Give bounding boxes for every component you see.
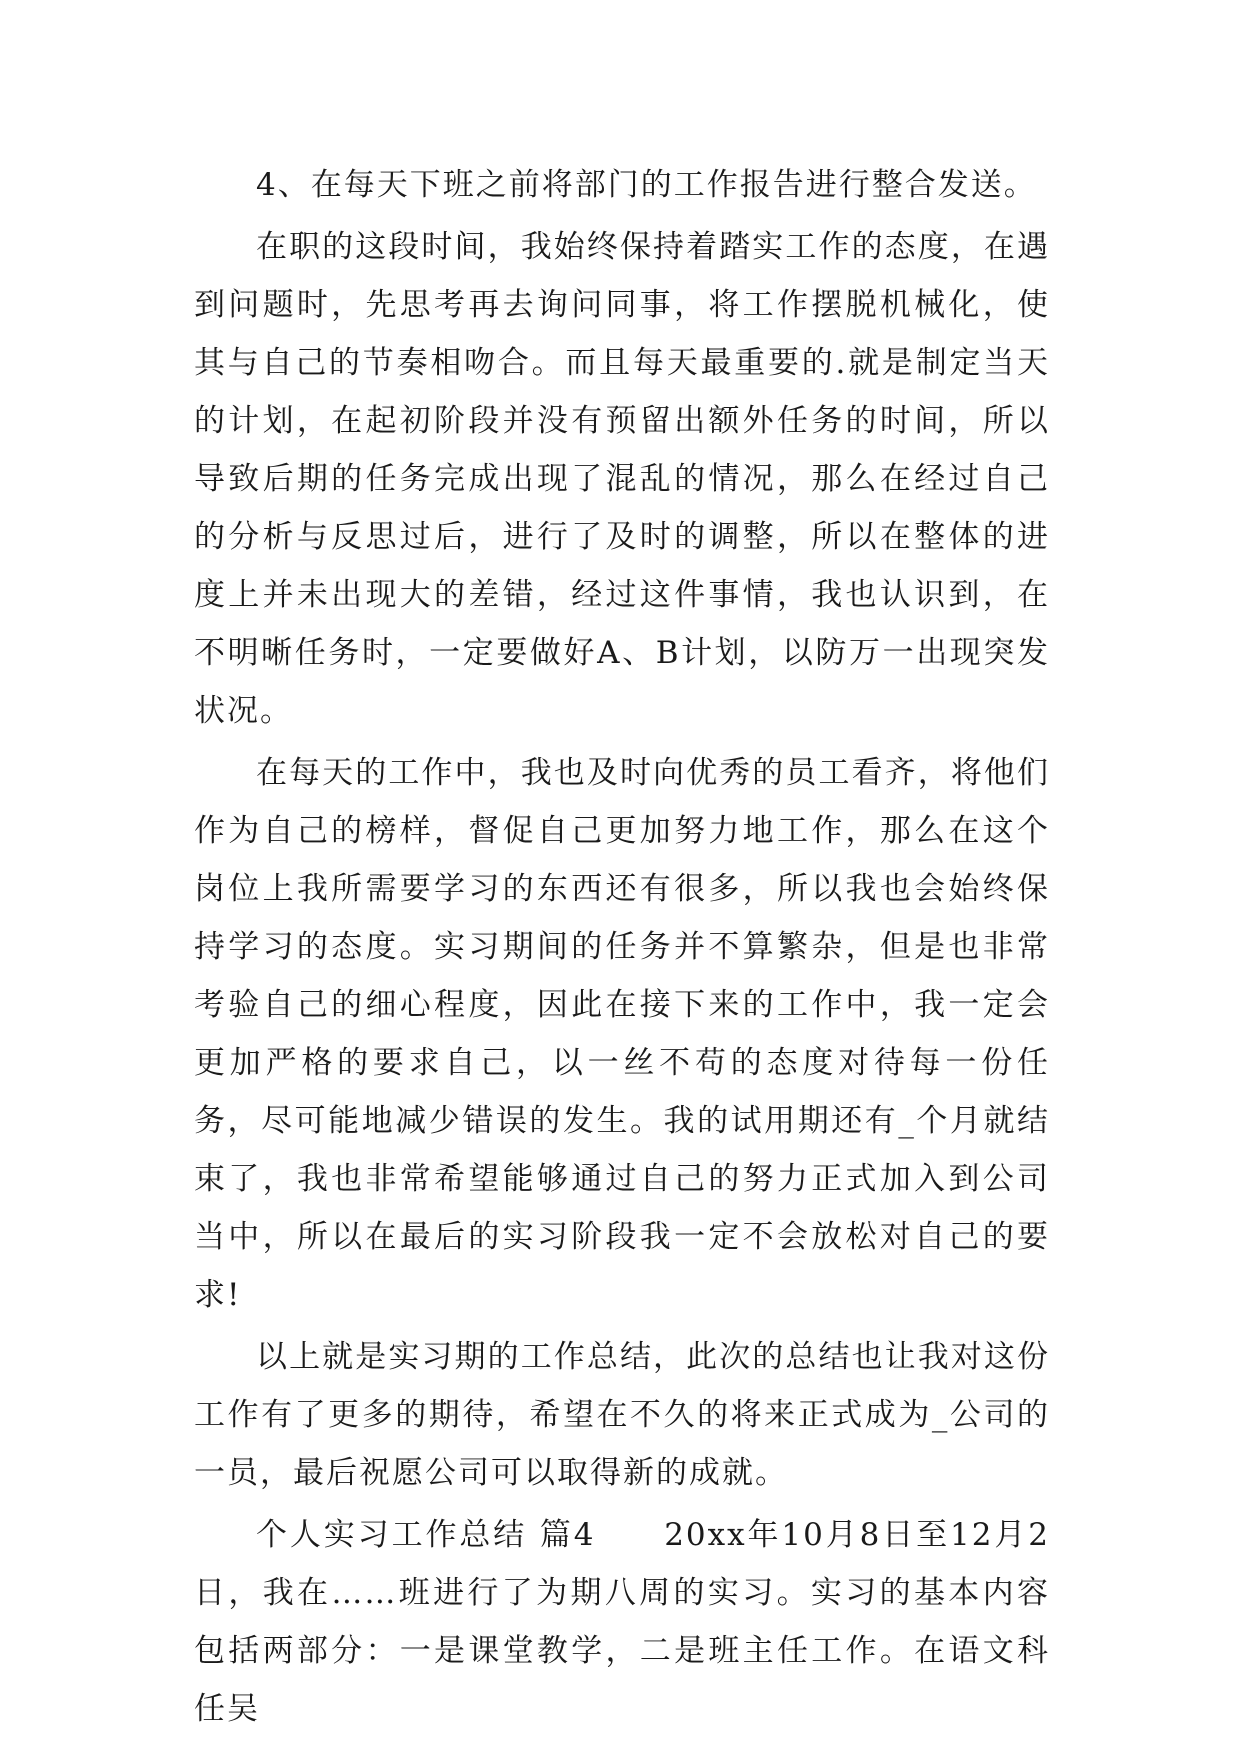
paragraph-section-4-intro: 个人实习工作总结 篇4 20xx年10月8日至12月2日，我在……班进行了为期八周的实习。实习的基本内容包括两部分：一是课堂教学，二是班主任工作。在语文科任吴 — [194, 1517, 1050, 1727]
document-body — [194, 156, 1050, 1738]
paragraph-step-4: 4、在每天下班之前将部门的工作报告进行整合发送。 — [256, 167, 1037, 203]
paragraph-conclusion: 以上就是实习期的工作总结，此次的总结也让我对这份工作有了更多的期待，希望在不久的将来正式成为_公司的一员，最后祝愿公司可以取得新的成就。 — [194, 1339, 1050, 1491]
paragraph-work-attitude: 在职的这段时间，我始终保持着踏实工作的态度，在遇到问题时，先思考再去询问同事，将工作摆脱机械化，使其与自己的节奏相吻合。而且每天最重要的.就是制定当天的计划，在起初阶段并没有预留出额外任务的时间，所以导致后期的任务完成出现了混乱的情况，那么在经过自己的分析与反思过后，进行了及时的调整，所以在整体的进度上并未出现大的差错，经过这件事情，我也认识到，在不明晰任务时，一定要做好A、B计划，以防万一出现突发状况。 — [194, 229, 1050, 729]
paragraph-learning: 在每天的工作中，我也及时向优秀的员工看齐，将他们作为自己的榜样，督促自己更加努力地工作，那么在这个岗位上我所需要学习的东西还有很多，所以我也会始终保持学习的态度。实习期间的任务并不算繁杂，但是也非常考验自己的细心程度，因此在接下来的工作中，我一定会更加严格的要求自己，以一丝不苟的态度对待每一份任务，尽可能地减少错误的发生。我的试用期还有_个月就结束了，我也非常希望能够通过自己的努力正式加入到公司当中，所以在最后的实习阶段我一定不会放松对自己的要求! — [194, 755, 1050, 1313]
